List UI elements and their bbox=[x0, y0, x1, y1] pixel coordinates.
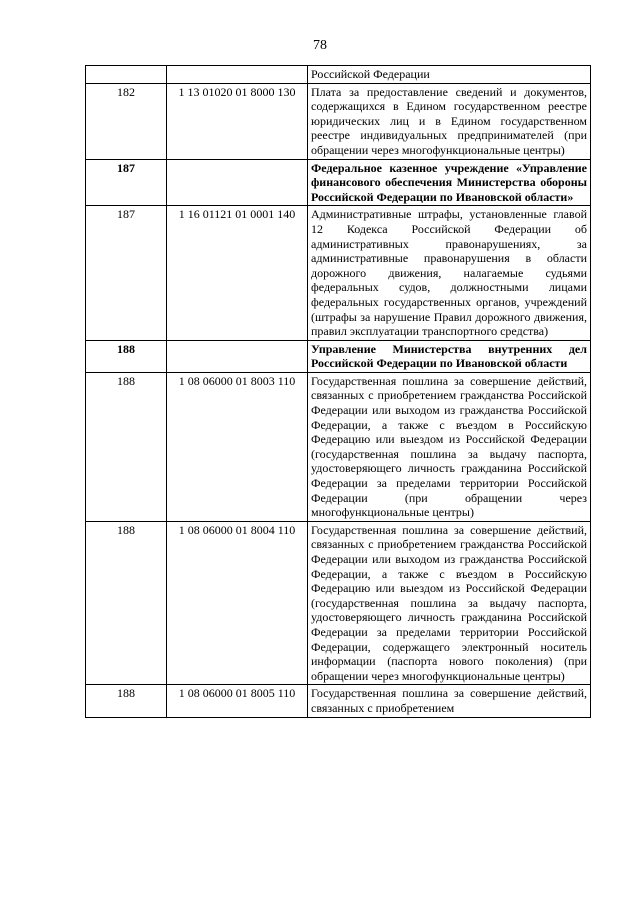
revenue-name-cell: Административные штрафы, установленные главой 12 Кодекса Российской Федерации об административных правонарушениях, за административные правонарушения в области дорожного движения, налагаемые судьями федеральных судов, должностными лицами федеральных государственных органов, учреждений (штрафы за нарушение Правил дорожного движения, правил эксплуатации транспортного средства) bbox=[308, 206, 591, 340]
budget-code-cell: 1 16 01121 01 0001 140 bbox=[167, 206, 308, 340]
budget-code-cell: 1 08 06000 01 8004 110 bbox=[167, 521, 308, 685]
admin-code-cell: 188 bbox=[86, 521, 167, 685]
revenue-name-cell: Государственная пошлина за совершение действий, связанных с приобретением гражданства Российской Федерации или выходом из гражданства Российской Федерации, а также с въездом в Российскую Федерацию или выездом из Российской Федерации (государственная пошлина за выдачу паспорта, удостоверяющего личность гражданина Российской Федерации за пределами территории Российской Федерации (при обращении через многофункциональные центры) bbox=[308, 372, 591, 521]
admin-code-cell: 188 bbox=[86, 340, 167, 372]
admin-code-cell: 188 bbox=[86, 372, 167, 521]
table-row bbox=[86, 372, 591, 521]
administrator-header-row bbox=[86, 340, 591, 372]
admin-code-cell: 187 bbox=[86, 159, 167, 206]
admin-code-cell bbox=[86, 66, 167, 84]
table-row bbox=[86, 206, 591, 340]
budget-code-cell bbox=[167, 159, 308, 206]
budget-code-cell: 1 13 01020 01 8000 130 bbox=[167, 83, 308, 159]
page-number: 78 bbox=[313, 38, 327, 53]
admin-code-cell: 187 bbox=[86, 206, 167, 340]
budget-code-cell bbox=[167, 66, 308, 84]
budget-code-cell: 1 08 06000 01 8005 110 bbox=[167, 685, 308, 717]
table-row bbox=[86, 521, 591, 685]
revenue-name-cell: Государственная пошлина за совершение действий, связанных с приобретением bbox=[308, 685, 591, 717]
revenue-name-cell: Государственная пошлина за совершение действий, связанных с приобретением гражданства Российской Федерации или выходом из гражданства Российской Федерации, а также с въездом в Российскую Федерацию или выездом из Российской Федерации (государственная пошлина за выдачу паспорта, удостоверяющего личность гражданина Российской Федерации за пределами территории Российской Федерации, содержащего электронный носитель информации (паспорта нового поколения) (при обращении через многофункциональные центры) bbox=[308, 521, 591, 685]
administrator-header-row bbox=[86, 159, 591, 206]
table-row bbox=[86, 83, 591, 159]
revenue-name-cell: Плата за предоставление сведений и документов, содержащихся в Едином государственном реестре юридических лиц и в Едином государственном реестре индивидуальных предпринимателей (при обращении через многофункциональные центры) bbox=[308, 83, 591, 159]
admin-code-cell: 182 bbox=[86, 83, 167, 159]
budget-classification-table bbox=[85, 65, 591, 718]
administrator-name-cell: Федеральное казенное учреждение «Управление финансового обеспечения Министерства обороны Российской Федерации по Ивановской области» bbox=[308, 159, 591, 206]
table-row bbox=[86, 66, 591, 84]
budget-code-cell: 1 08 06000 01 8003 110 bbox=[167, 372, 308, 521]
admin-code-cell: 188 bbox=[86, 685, 167, 717]
table-row bbox=[86, 685, 591, 717]
budget-code-cell bbox=[167, 340, 308, 372]
administrator-name-cell: Управление Министерства внутренних дел Российской Федерации по Ивановской области bbox=[308, 340, 591, 372]
revenue-name-cell: Российской Федерации bbox=[308, 66, 591, 84]
